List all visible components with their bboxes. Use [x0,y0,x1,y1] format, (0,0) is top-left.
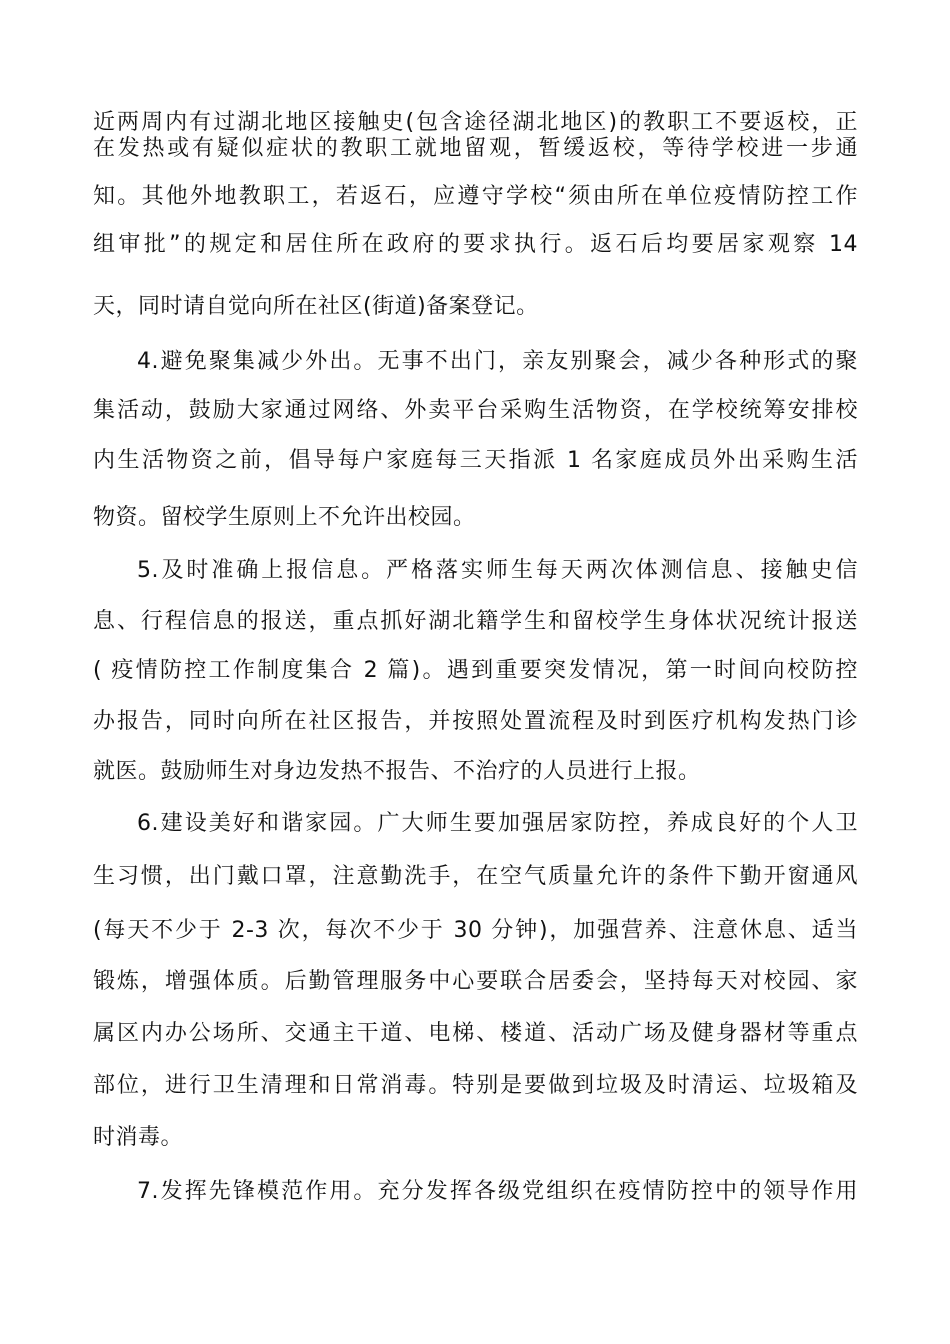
text-line: 物资。留校学生原则上不允许出校园。 [93,505,476,530]
paragraph-start-line: 6.建设美好和谐家园。广大师生要加强居家防控，养成良好的个人卫 [137,811,858,836]
text-line: 内生活物资之前，倡导每户家庭每三天指派 1 名家庭成员外出采购生活 [93,448,858,473]
text-line: 集活动，鼓励大家通过网络、外卖平台采购生活物资，在学校统筹安排校 [93,398,858,423]
text-line: 就医。鼓励师生对身边发热不报告、不治疗的人员进行上报。 [93,759,701,784]
text-line: 近两周内有过湖北地区接触史(包含途径湖北地区)的教职工不要返校，正 [93,110,858,135]
text-line: 属区内办公场所、交通主干道、电梯、楼道、活动广场及健身器材等重点 [93,1021,858,1046]
text-line: 锻炼，增强体质。后勤管理服务中心要联合居委会，坚持每天对校园、家 [93,969,858,994]
paragraph-start-line: 7.发挥先锋模范作用。充分发挥各级党组织在疫情防控中的领导作用 [137,1179,858,1204]
text-line: 办报告，同时向所在社区报告，并按照处置流程及时到医疗机构发热门诊 [93,709,858,734]
text-line: 生习惯，出门戴口罩，注意勤洗手，在空气质量允许的条件下勤开窗通风 [93,864,858,889]
text-line: 天，同时请自觉向所在社区(街道)备案登记。 [93,294,539,319]
text-line: 在发热或有疑似症状的教职工就地留观，暂缓返校，等待学校进一步通 [93,136,858,161]
text-line: 知。其他外地教职工，若返石，应遵守学校“须由所在单位疫情防控工作 [93,184,858,209]
text-line: 息、行程信息的报送，重点抓好湖北籍学生和留校学生身体状况统计报送 [93,609,858,634]
paragraph-start-line: 4.避免聚集减少外出。无事不出门，亲友别聚会，减少各种形式的聚 [137,349,858,374]
text-line: ( 疫情防控工作制度集合 2 篇)。遇到重要突发情况，第一时间向校防控 [93,658,858,683]
text-line: 组审批”的规定和居住所在政府的要求执行。返石后均要居家观察 14 [93,232,858,257]
text-line: 部位，进行卫生清理和日常消毒。特别是要做到垃圾及时清运、垃圾箱及 [93,1073,858,1098]
text-line: (每天不少于 2-3 次，每次不少于 30 分钟)，加强营养、注意休息、适当 [93,918,858,943]
text-line: 时消毒。 [93,1125,184,1150]
paragraph-start-line: 5.及时准确上报信息。严格落实师生每天两次体测信息、接触史信 [137,558,858,583]
